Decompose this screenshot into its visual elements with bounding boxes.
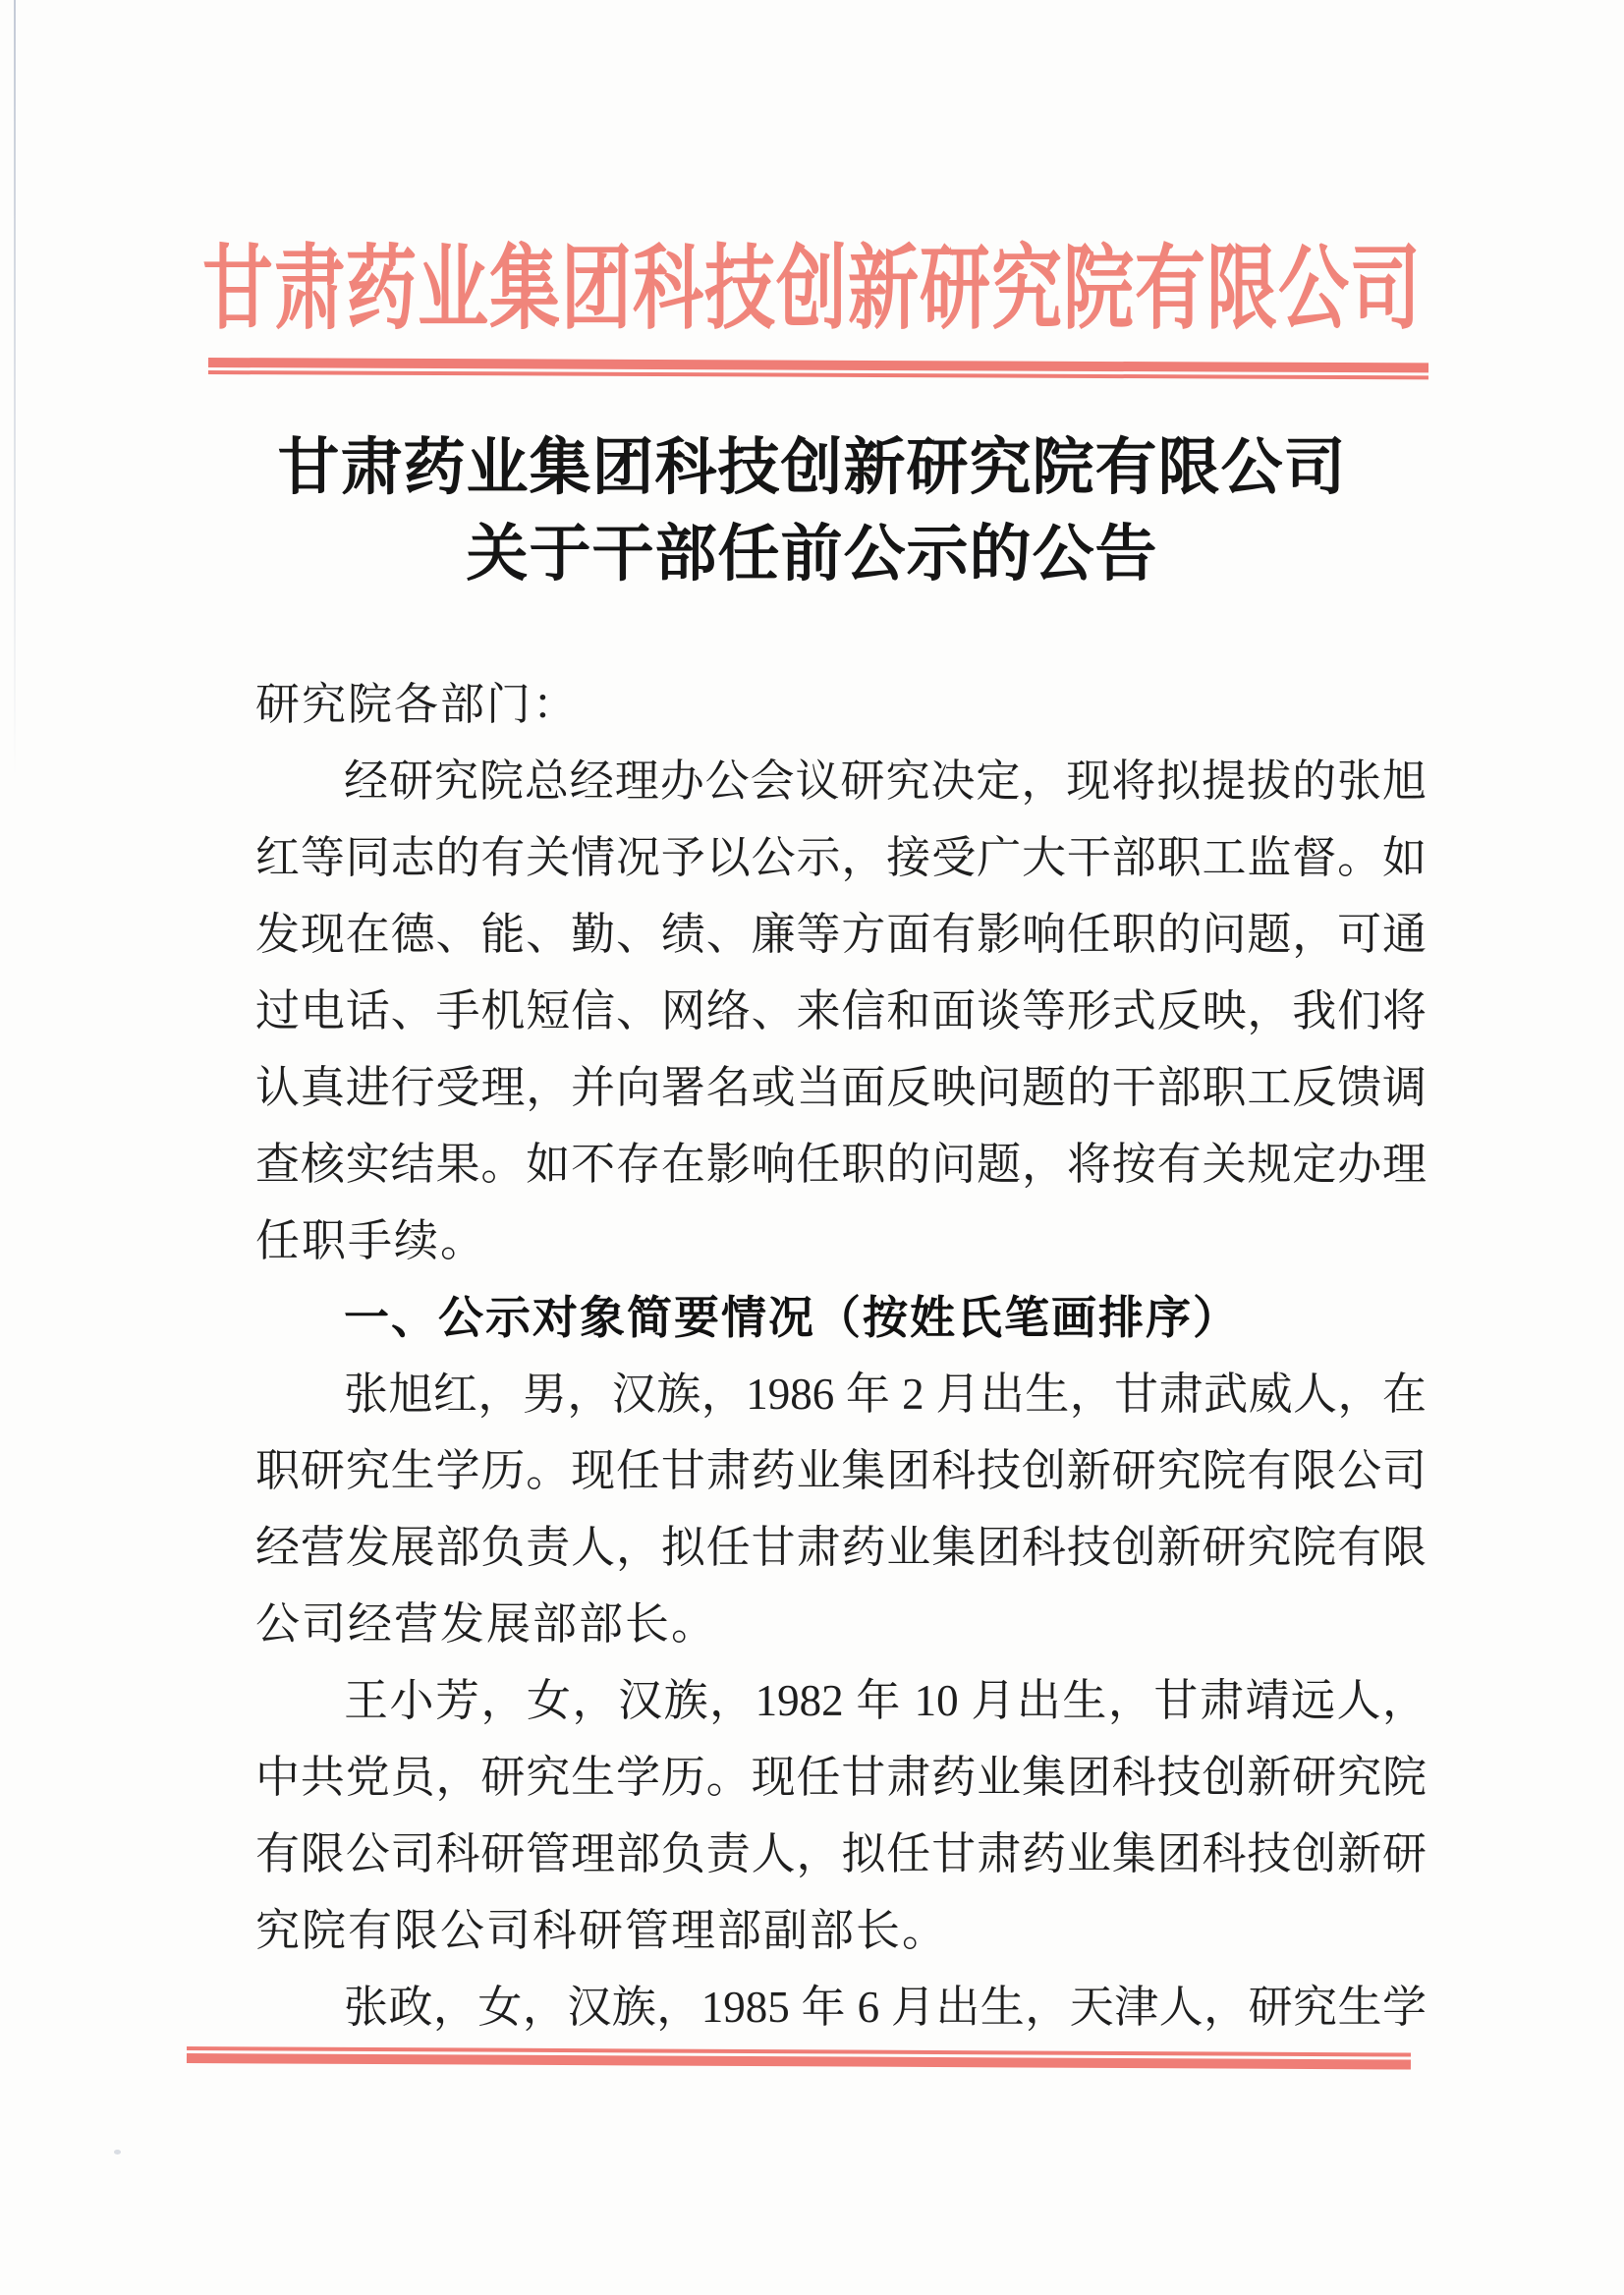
- body-line: 职研究生学历。现任甘肃药业集团科技创新研究院有限公司: [255, 1446, 1427, 1495]
- body-line: 认真进行受理，并向署名或当面反映问题的干部职工反馈调: [255, 1063, 1427, 1112]
- body-line: 王小芳，女，汉族，1982 年 10 月出生，甘肃靖远人，: [344, 1676, 1427, 1725]
- body-line: 张旭红，男，汉族，1986 年 2 月出生，甘肃武威人，在: [344, 1370, 1427, 1419]
- body-line: 红等同志的有关情况予以公示，接受广大干部职工监督。如: [255, 833, 1427, 882]
- document-title-line1: 甘肃药业集团科技创新研究院有限公司: [277, 433, 1347, 502]
- body-line: 任职手续。: [255, 1216, 487, 1265]
- scan-artifact-speck: [114, 2150, 121, 2155]
- red-rule-bottom: [187, 2046, 1411, 2070]
- body-line: 经研究院总经理办公会议研究决定，现将拟提拔的张旭: [344, 756, 1427, 806]
- section-heading: 一、公示对象简要情况（按姓氏笔画排序）: [344, 1292, 1240, 1343]
- body-line: 过电话、手机短信、网络、来信和面谈等形式反映，我们将: [255, 986, 1427, 1036]
- body-line: 查核实结果。如不存在影响任职的问题，将按有关规定办理: [255, 1140, 1427, 1189]
- document-title-line2: 关于干部任前公示的公告: [466, 520, 1158, 588]
- body-line: 公司经营发展部部长。: [255, 1599, 718, 1649]
- red-rule-top: [208, 358, 1428, 379]
- scan-artifact-line: [14, 0, 16, 776]
- body-line: 发现在德、能、勤、绩、廉等方面有影响任职的问题，可通: [255, 910, 1427, 959]
- body-line: 有限公司科研管理部负责人，拟任甘肃药业集团科技创新研: [255, 1829, 1427, 1878]
- body-line: 经营发展部负责人，拟任甘肃药业集团科技创新研究院有限: [255, 1523, 1427, 1572]
- body-line: 中共党员，研究生学历。现任甘肃药业集团科技创新研究院: [255, 1753, 1427, 1802]
- body-line-salutation: 研究院各部门：: [255, 680, 580, 729]
- body-line: 张政，女，汉族，1985 年 6 月出生，天津人，研究生学: [344, 1983, 1427, 2032]
- letterhead-company-name: 甘肃药业集团科技创新研究院有限公司: [201, 239, 1422, 341]
- body-line: 究院有限公司科研管理部副部长。: [255, 1906, 949, 1955]
- document-body: [255, 666, 1427, 2045]
